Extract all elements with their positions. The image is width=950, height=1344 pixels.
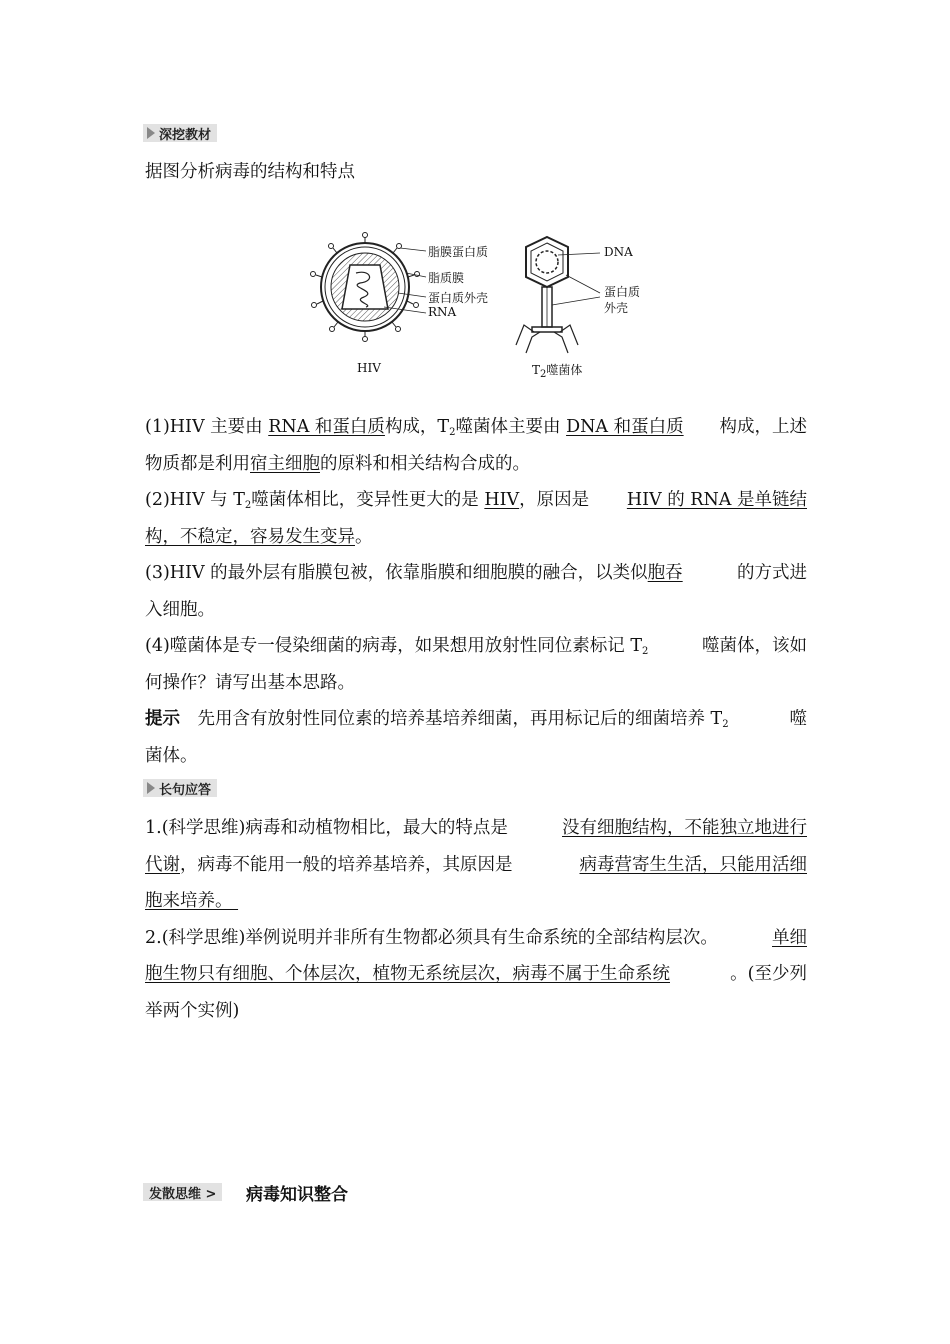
section-tag-label: 长句应答 <box>159 782 212 798</box>
section-tag-long-answer <box>143 779 217 797</box>
hiv-label-lipid-membrane: 脂质膜 <box>428 271 465 285</box>
a1-line-3: 胞来培养。 <box>145 891 239 911</box>
phage-structure <box>516 237 600 353</box>
hint-line-2: 菌体。 <box>145 746 198 766</box>
intro-text: 据图分析病毒的结构和特点 <box>145 162 355 182</box>
a1-line-2: 代谢，病毒不能用一般的培养基培养，其原因是 病毒营寄生生活，只能用活细 <box>145 855 807 875</box>
hiv-label-protein-coat: 蛋白质外壳 <box>428 291 489 305</box>
hiv-structure <box>311 233 427 342</box>
q2-line-2: 构，不稳定，容易发生变异。 <box>145 527 373 547</box>
a2-line-3: 举两个实例) <box>145 1001 240 1021</box>
phage-label-coat: 外壳 <box>604 301 629 315</box>
footer-title: 病毒知识整合 <box>246 1185 348 1205</box>
q1-line-2: 物质都是利用宿主细胞的原料和相关结构合成的。 <box>145 454 530 474</box>
section-tag-label: 深挖教材 <box>159 127 212 143</box>
footer-tag <box>143 1183 222 1201</box>
hiv-label-rna: RNA <box>428 305 457 319</box>
triangle-icon <box>147 127 155 139</box>
triangle-icon <box>147 782 155 794</box>
phage-label-protein: 蛋白质 <box>604 285 641 299</box>
virus-figure <box>300 225 660 385</box>
q3-line-2: 入细胞。 <box>145 600 215 620</box>
hiv-caption: HIV <box>357 361 381 375</box>
q2-line-1: (2)HIV 与 $T_2$噬菌体相比，变异性更大的是 HIV，原因是 HIV 的 RNA 是单链结 <box>145 490 807 511</box>
a2-line-1: 2.(科学思维)举例说明并非所有生物都必须具有生命系统的全部结构层次。 单细 <box>145 928 807 948</box>
phage-label-dna: DNA <box>604 245 633 259</box>
a2-line-2: 胞生物只有细胞、个体层次，植物无系统层次，病毒不属于生命系统 。(至少列 <box>145 964 807 984</box>
section-tag-deep-textbook <box>143 124 217 142</box>
hint-line-1: 提示 先用含有放射性同位素的培养基培养细菌，再用标记后的细菌培养 $T_2$ 噬 <box>145 709 807 730</box>
hiv-label-lipoprotein: 脂膜蛋白质 <box>428 245 489 259</box>
q1-line-1: (1)HIV 主要由 RNA 和蛋白质构成，$T_2$噬菌体主要由 DNA 和蛋白质 构成，上述 <box>145 417 807 438</box>
q3-line-1: (3)HIV 的最外层有脂膜包被，依靠脂膜和细胞膜的融合，以类似胞吞 的方式进 <box>145 563 807 583</box>
a1-line-1: 1.(科学思维)病毒和动植物相比，最大的特点是 没有细胞结构，不能独立地进行 <box>145 818 807 838</box>
phage-caption: $T_2$噬菌体 <box>532 363 583 380</box>
q4-line-2: 何操作？请写出基本思路。 <box>145 673 355 693</box>
footer-tag-label: 发散思维 > <box>149 1186 217 1202</box>
q4-line-1: (4)噬菌体是专一侵染细菌的病毒，如果想用放射性同位素标记 $T_2$ 噬菌体，该如 <box>145 636 807 657</box>
